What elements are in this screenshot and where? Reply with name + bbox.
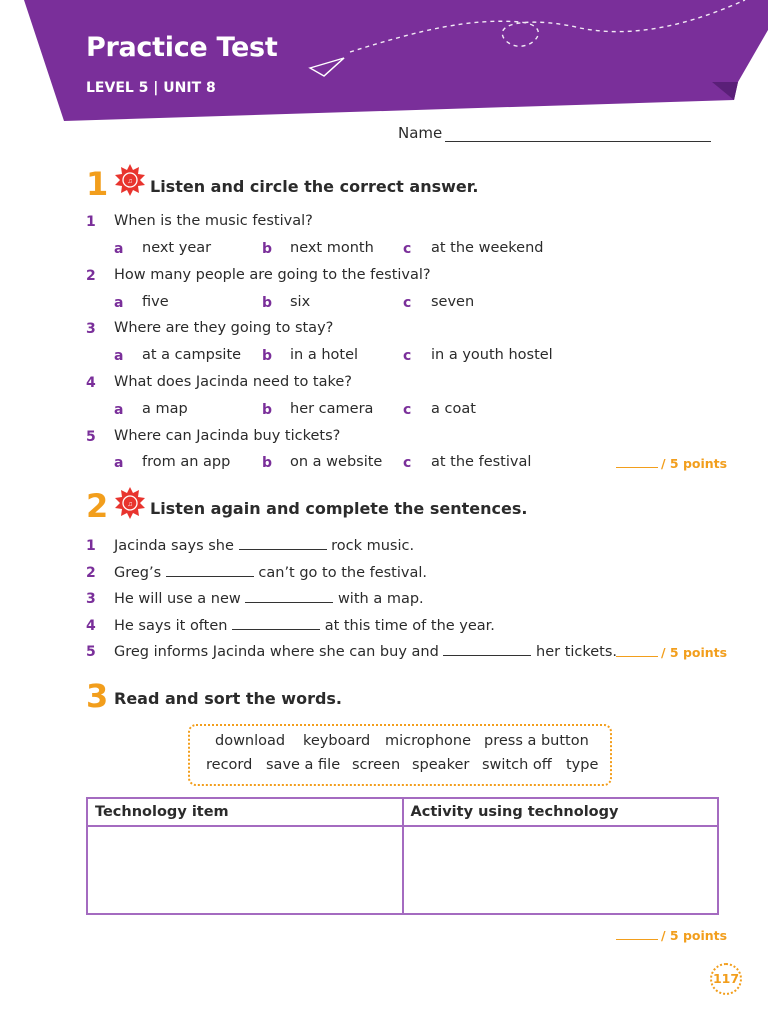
question-number: 5: [86, 644, 96, 660]
option-letter[interactable]: b: [262, 295, 273, 311]
page-number: 117: [710, 963, 742, 995]
question-number: 2: [86, 565, 96, 581]
section-3-score: [616, 928, 727, 943]
activity-cell[interactable]: [403, 826, 719, 914]
points-label: / 5 points: [661, 928, 728, 943]
question-number: 4: [86, 375, 96, 391]
blank-field[interactable]: [245, 590, 333, 603]
sentence: [114, 564, 427, 581]
option-letter[interactable]: b: [262, 348, 273, 364]
option-text[interactable]: in a hotel: [290, 347, 359, 363]
option-text[interactable]: at a campsite: [142, 347, 242, 363]
word-item: type: [566, 757, 599, 773]
word-item: record: [206, 757, 253, 773]
name-label: Name: [398, 124, 443, 142]
option-letter[interactable]: a: [114, 455, 124, 471]
question-number: 5: [86, 429, 96, 445]
table-header: Activity using technology: [403, 798, 719, 826]
section-3-title: Read and sort the words.: [114, 689, 343, 708]
option-letter[interactable]: a: [114, 402, 124, 418]
score-input-line[interactable]: [616, 646, 658, 657]
word-item: keyboard: [303, 733, 371, 749]
question-text: Where are they going to stay?: [114, 320, 334, 336]
option-text[interactable]: a map: [142, 401, 188, 417]
sentence: [114, 617, 495, 634]
word-item: switch off: [482, 757, 552, 773]
name-field[interactable]: [445, 141, 711, 142]
section-3-number: 3: [86, 677, 109, 715]
section-1-score: [616, 456, 727, 471]
option-letter[interactable]: a: [114, 241, 124, 257]
blank-field[interactable]: [232, 617, 320, 630]
option-text[interactable]: at the festival: [431, 454, 532, 470]
sentence: [114, 643, 617, 660]
option-text[interactable]: six: [290, 294, 311, 310]
sentence: [114, 537, 414, 554]
option-text[interactable]: seven: [431, 294, 475, 310]
option-text[interactable]: next month: [290, 240, 374, 256]
section-2-score: [616, 645, 727, 660]
option-text[interactable]: at the weekend: [431, 240, 544, 256]
option-text[interactable]: a coat: [431, 401, 476, 417]
option-letter[interactable]: b: [262, 241, 273, 257]
sentence-after: rock music.: [331, 538, 415, 554]
word-item: download: [215, 733, 286, 749]
svg-text:♫: ♫: [127, 501, 133, 508]
sort-table: [86, 797, 719, 915]
header-banner: [0, 0, 768, 130]
question-text: When is the music festival?: [114, 213, 313, 229]
points-label: / 5 points: [661, 456, 728, 471]
section-2-number: 2: [86, 487, 109, 525]
option-letter[interactable]: a: [114, 295, 124, 311]
section-2-title: Listen again and complete the sentences.: [150, 499, 528, 518]
option-letter[interactable]: a: [114, 348, 124, 364]
table-header: Technology item: [87, 798, 403, 826]
svg-text:♫: ♫: [127, 178, 133, 185]
score-input-line[interactable]: [616, 929, 658, 940]
question-text: How many people are going to the festival?: [114, 267, 431, 283]
question-number: 3: [86, 591, 96, 607]
points-label: / 5 points: [661, 645, 728, 660]
question-text: What does Jacinda need to take?: [114, 374, 352, 390]
word-item: speaker: [412, 757, 470, 773]
question-text: Where can Jacinda buy tickets?: [114, 428, 341, 444]
option-letter[interactable]: b: [262, 402, 273, 418]
audio-track-icon: [113, 486, 147, 520]
sentence-before: He says it often: [114, 618, 228, 634]
sentence-before: He will use a new: [114, 591, 241, 607]
sentence-after: with a map.: [337, 591, 424, 607]
technology-item-cell[interactable]: [87, 826, 403, 914]
option-text[interactable]: her camera: [290, 401, 374, 417]
blank-field[interactable]: [239, 537, 327, 550]
sentence-before: Greg’s: [114, 565, 162, 581]
audio-track-icon: [113, 163, 147, 197]
option-text[interactable]: next year: [142, 240, 212, 256]
level-unit-label: LEVEL 5 | UNIT 8: [86, 80, 216, 96]
question-number: 4: [86, 618, 96, 634]
option-letter[interactable]: c: [403, 295, 412, 311]
option-text[interactable]: on a website: [290, 454, 383, 470]
word-item: microphone: [385, 733, 472, 749]
option-letter[interactable]: b: [262, 455, 273, 471]
section-1-number: 1: [86, 165, 109, 203]
sentence: [114, 590, 424, 607]
sentence-after: her tickets.: [536, 644, 618, 660]
word-item: press a button: [484, 733, 589, 749]
sentence-before: Greg informs Jacinda where she can buy and: [114, 644, 439, 660]
sentence-after: can’t go to the festival.: [258, 565, 427, 581]
word-item: screen: [352, 757, 401, 773]
option-letter[interactable]: c: [403, 455, 412, 471]
question-number: 3: [86, 321, 96, 337]
sentence-after: at this time of the year.: [324, 618, 495, 634]
sentence-before: Jacinda says she: [114, 538, 234, 554]
section-1-title: Listen and circle the correct answer.: [150, 177, 479, 196]
page-title: Practice Test: [86, 32, 278, 63]
option-text[interactable]: in a youth hostel: [431, 347, 553, 363]
question-number: 1: [86, 214, 96, 230]
question-number: 1: [86, 538, 96, 554]
score-input-line[interactable]: [616, 457, 658, 468]
option-text[interactable]: five: [142, 294, 169, 310]
question-number: 2: [86, 268, 96, 284]
blank-field[interactable]: [166, 564, 254, 577]
blank-field[interactable]: [443, 643, 531, 656]
option-text[interactable]: from an app: [142, 454, 231, 470]
word-item: save a file: [266, 757, 341, 773]
option-letter[interactable]: c: [403, 348, 412, 364]
option-letter[interactable]: c: [403, 241, 412, 257]
option-letter[interactable]: c: [403, 402, 412, 418]
